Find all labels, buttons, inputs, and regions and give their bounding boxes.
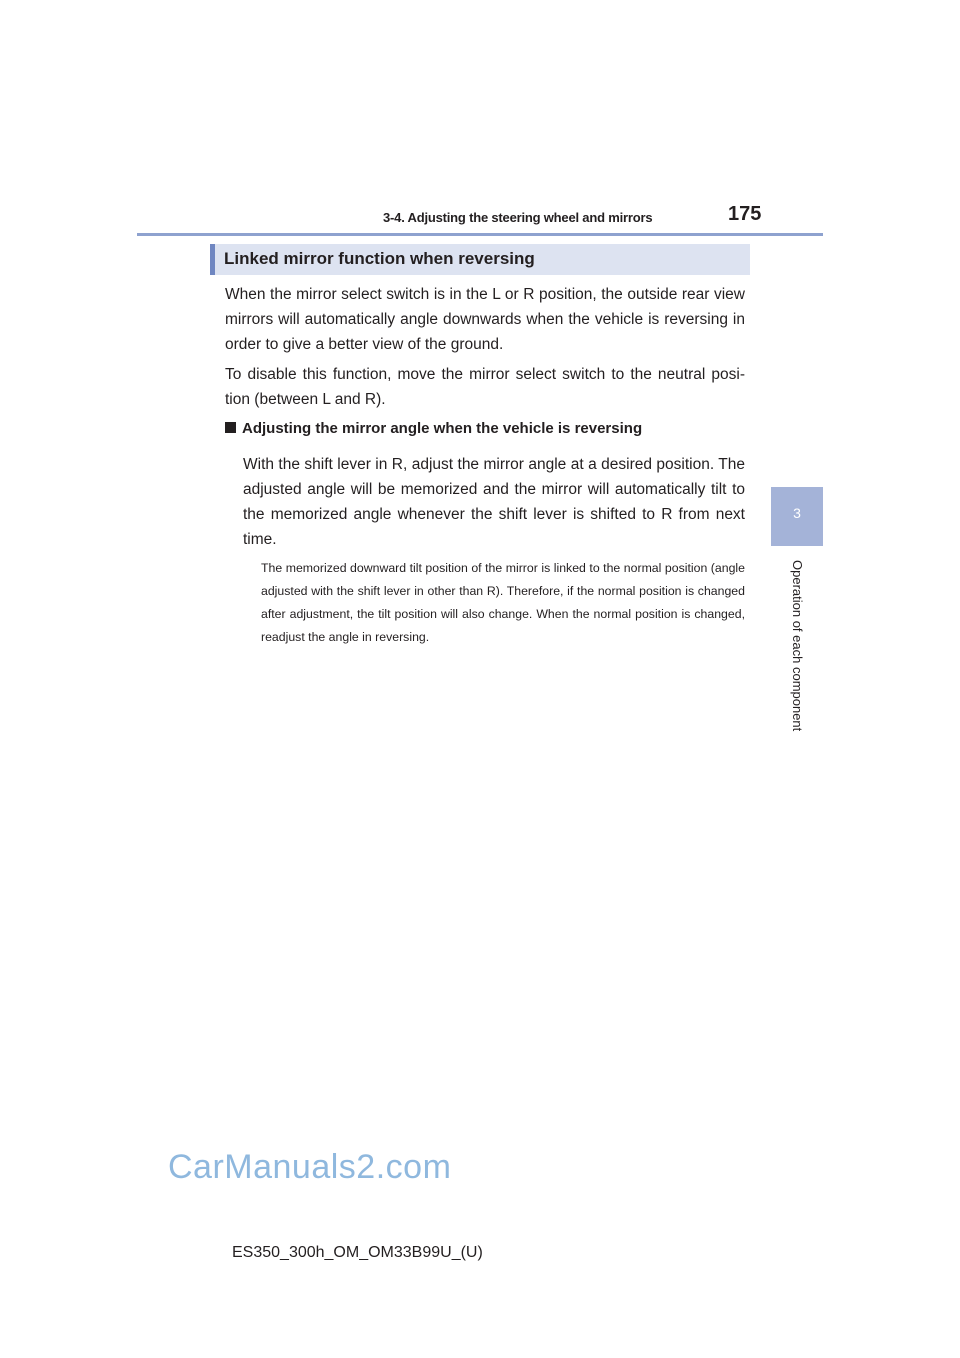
subheading-text: Adjusting the mirror angle when the vehicle is reversing: [242, 420, 643, 437]
section-heading: [210, 244, 750, 275]
body-paragraph-3: With the shift lever in R, adjust the mirror angle at a desired position. The adjusted angle will be memorized and the mirror will automatically tilt to the memorized angle whenever the shift lever is shifted to R from next time.: [243, 456, 745, 548]
running-header-section: 3-4. Adjusting the steering wheel and mirrors: [383, 210, 653, 225]
chapter-label: Operation of each component: [790, 560, 805, 732]
watermark-logo: CarManuals2.com: [168, 1148, 452, 1186]
header-rule: [137, 233, 823, 236]
body-paragraph-1: When the mirror select switch is in the L or R position, the outside rear view mirrors will automatically angle downwards when the vehicle is reversing in order to give a better view of the ground.: [225, 286, 745, 353]
note-paragraph: The memorized downward tilt position of the mirror is linked to the normal position (angle adjusted with the shift lever in other than R). Therefore, if the normal position is changed after adjustment, the tilt position will also change. When the normal position is changed, readjust the angle in reversing.: [261, 561, 745, 644]
chapter-tab: [771, 487, 823, 546]
body-paragraph-2: To disable this function, move the mirror select switch to the neutral posi- tion (between L and R).: [225, 366, 745, 408]
section-heading-text: Linked mirror function when reversing: [224, 249, 535, 268]
chapter-tab-number: 3: [793, 505, 801, 521]
page-number: 175: [728, 203, 762, 225]
document-code: ES350_300h_OM_OM33B99U_(U): [232, 1244, 483, 1261]
square-bullet-icon: [225, 422, 236, 433]
subheading: [225, 420, 745, 437]
